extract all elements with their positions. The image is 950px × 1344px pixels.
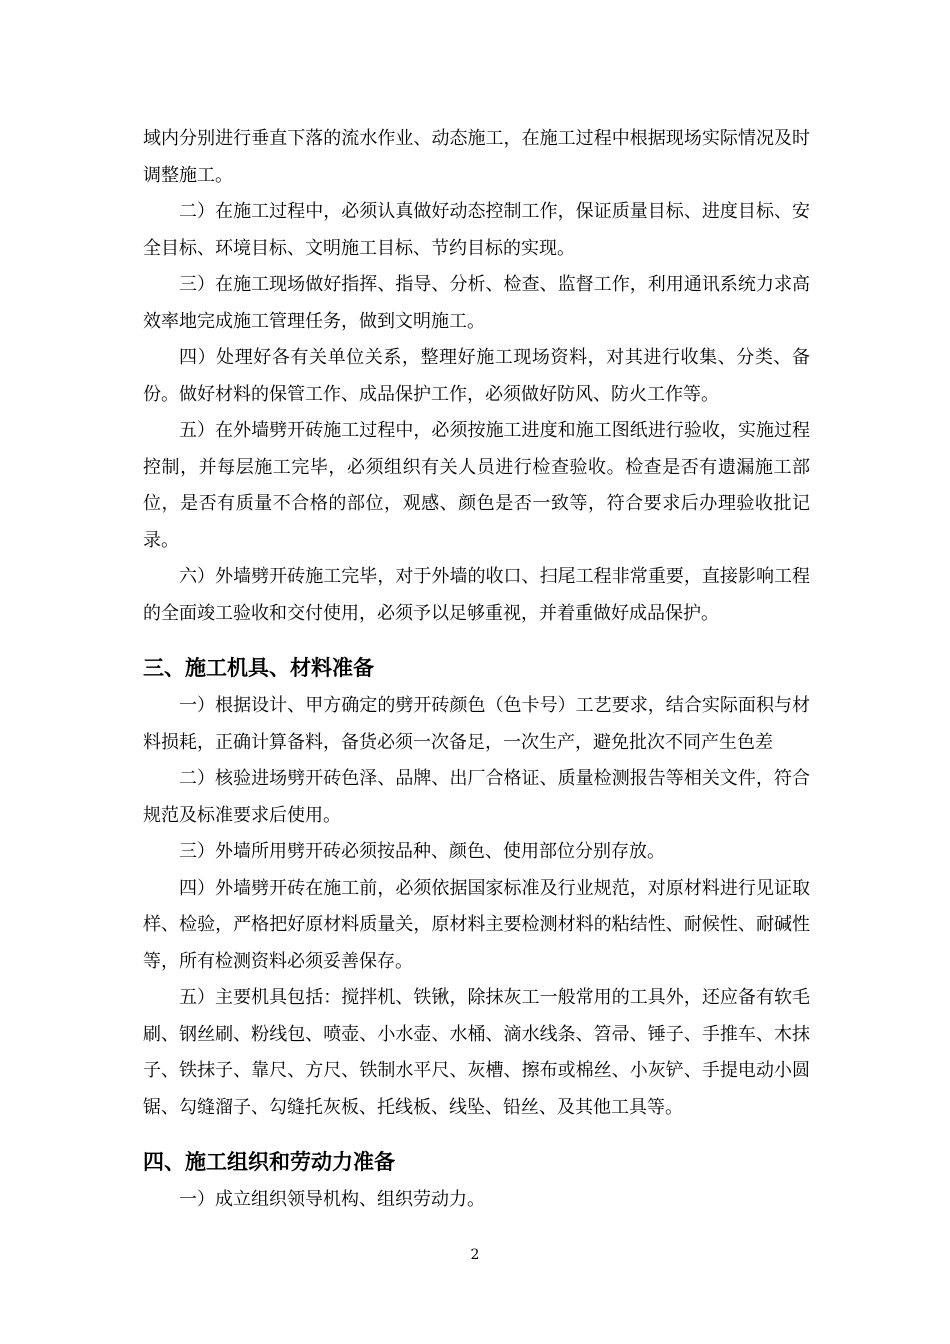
paragraph: 域内分别进行垂直下落的流水作业、动态施工，在施工过程中根据现场实际情况及时调整施工。 (143, 128, 810, 186)
paragraph: 四）处理好各有关单位关系，整理好施工现场资料，对其进行收集、分类、备份。做好材料的保管工作、成品保护工作，必须做好防风、防火工作等。 (143, 347, 810, 405)
paragraph: 四）外墙劈开砖在施工前，必须依据国家标准及行业规范，对原材料进行见证取样、检验，严格把好原材料质量关，原材料主要检测材料的粘结性、耐候性、耐碱性等，所有检测资料必须妥善保存。 (143, 877, 810, 972)
section-organization-labor (143, 1144, 810, 1219)
page-number: 2 (470, 1247, 480, 1263)
paragraph: 六）外墙劈开砖施工完毕，对于外墙的收口、扫尾工程非常重要，直接影响工程的全面竣工验收和交付使用，必须予以足够重视，并着重做好成品保护。 (143, 566, 810, 624)
paragraph: 二）核验进场劈开砖色泽、品牌、出厂合格证、质量检测报告等相关文件，符合规范及标准要求后使用。 (143, 768, 810, 826)
section-continuation (143, 121, 810, 632)
section-tools-materials (143, 650, 810, 1126)
section-heading: 三、施工机具、材料准备 (143, 656, 374, 680)
paragraph: 三）在施工现场做好指挥、指导、分析、检查、监督工作，利用通讯系统力求高效率地完成施工管理任务，做到文明施工。 (143, 274, 810, 332)
paragraph: 五）主要机具包括：搅拌机、铁锹，除抹灰工一般常用的工具外，还应备有软毛刷、钢丝刷、粉线包、喷壶、小水壶、水桶、滴水线条、笤帚、锤子、手推车、木抹子、铁抹子、靠尺、方尺、铁制水平尺、灰槽、擦布或棉丝、小灰铲、手提电动小圆锯、勾缝溜子、勾缝托灰板、托线板、线坠、铅丝、及其他工具等。 (143, 987, 810, 1118)
paragraph: 三）外墙所用劈开砖必须按品种、颜色、使用部位分别存放。 (179, 841, 665, 862)
page-content (143, 121, 810, 1219)
section-heading: 四、施工组织和劳动力准备 (143, 1150, 395, 1174)
paragraph: 五）在外墙劈开砖施工过程中，必须按施工进度和施工图纸进行验收，实施过程控制，并每层施工完毕，必须组织有关人员进行检查验收。检查是否有遗漏施工部位，是否有质量不合格的部位，观感、颜色是否一致等，符合要求后办理验收批记录。 (143, 420, 810, 551)
paragraph: 二）在施工过程中，必须认真做好动态控制工作，保证质量目标、进度目标、安全目标、环境目标、文明施工目标、节约目标的实现。 (143, 201, 810, 259)
paragraph: 一）成立组织领导机构、组织劳动力。 (179, 1189, 485, 1210)
paragraph: 一）根据设计、甲方确定的劈开砖颜色（色卡号）工艺要求，结合实际面积与材料损耗，正确计算备料，备货必须一次备足，一次生产，避免批次不同产生色差 (143, 695, 810, 753)
